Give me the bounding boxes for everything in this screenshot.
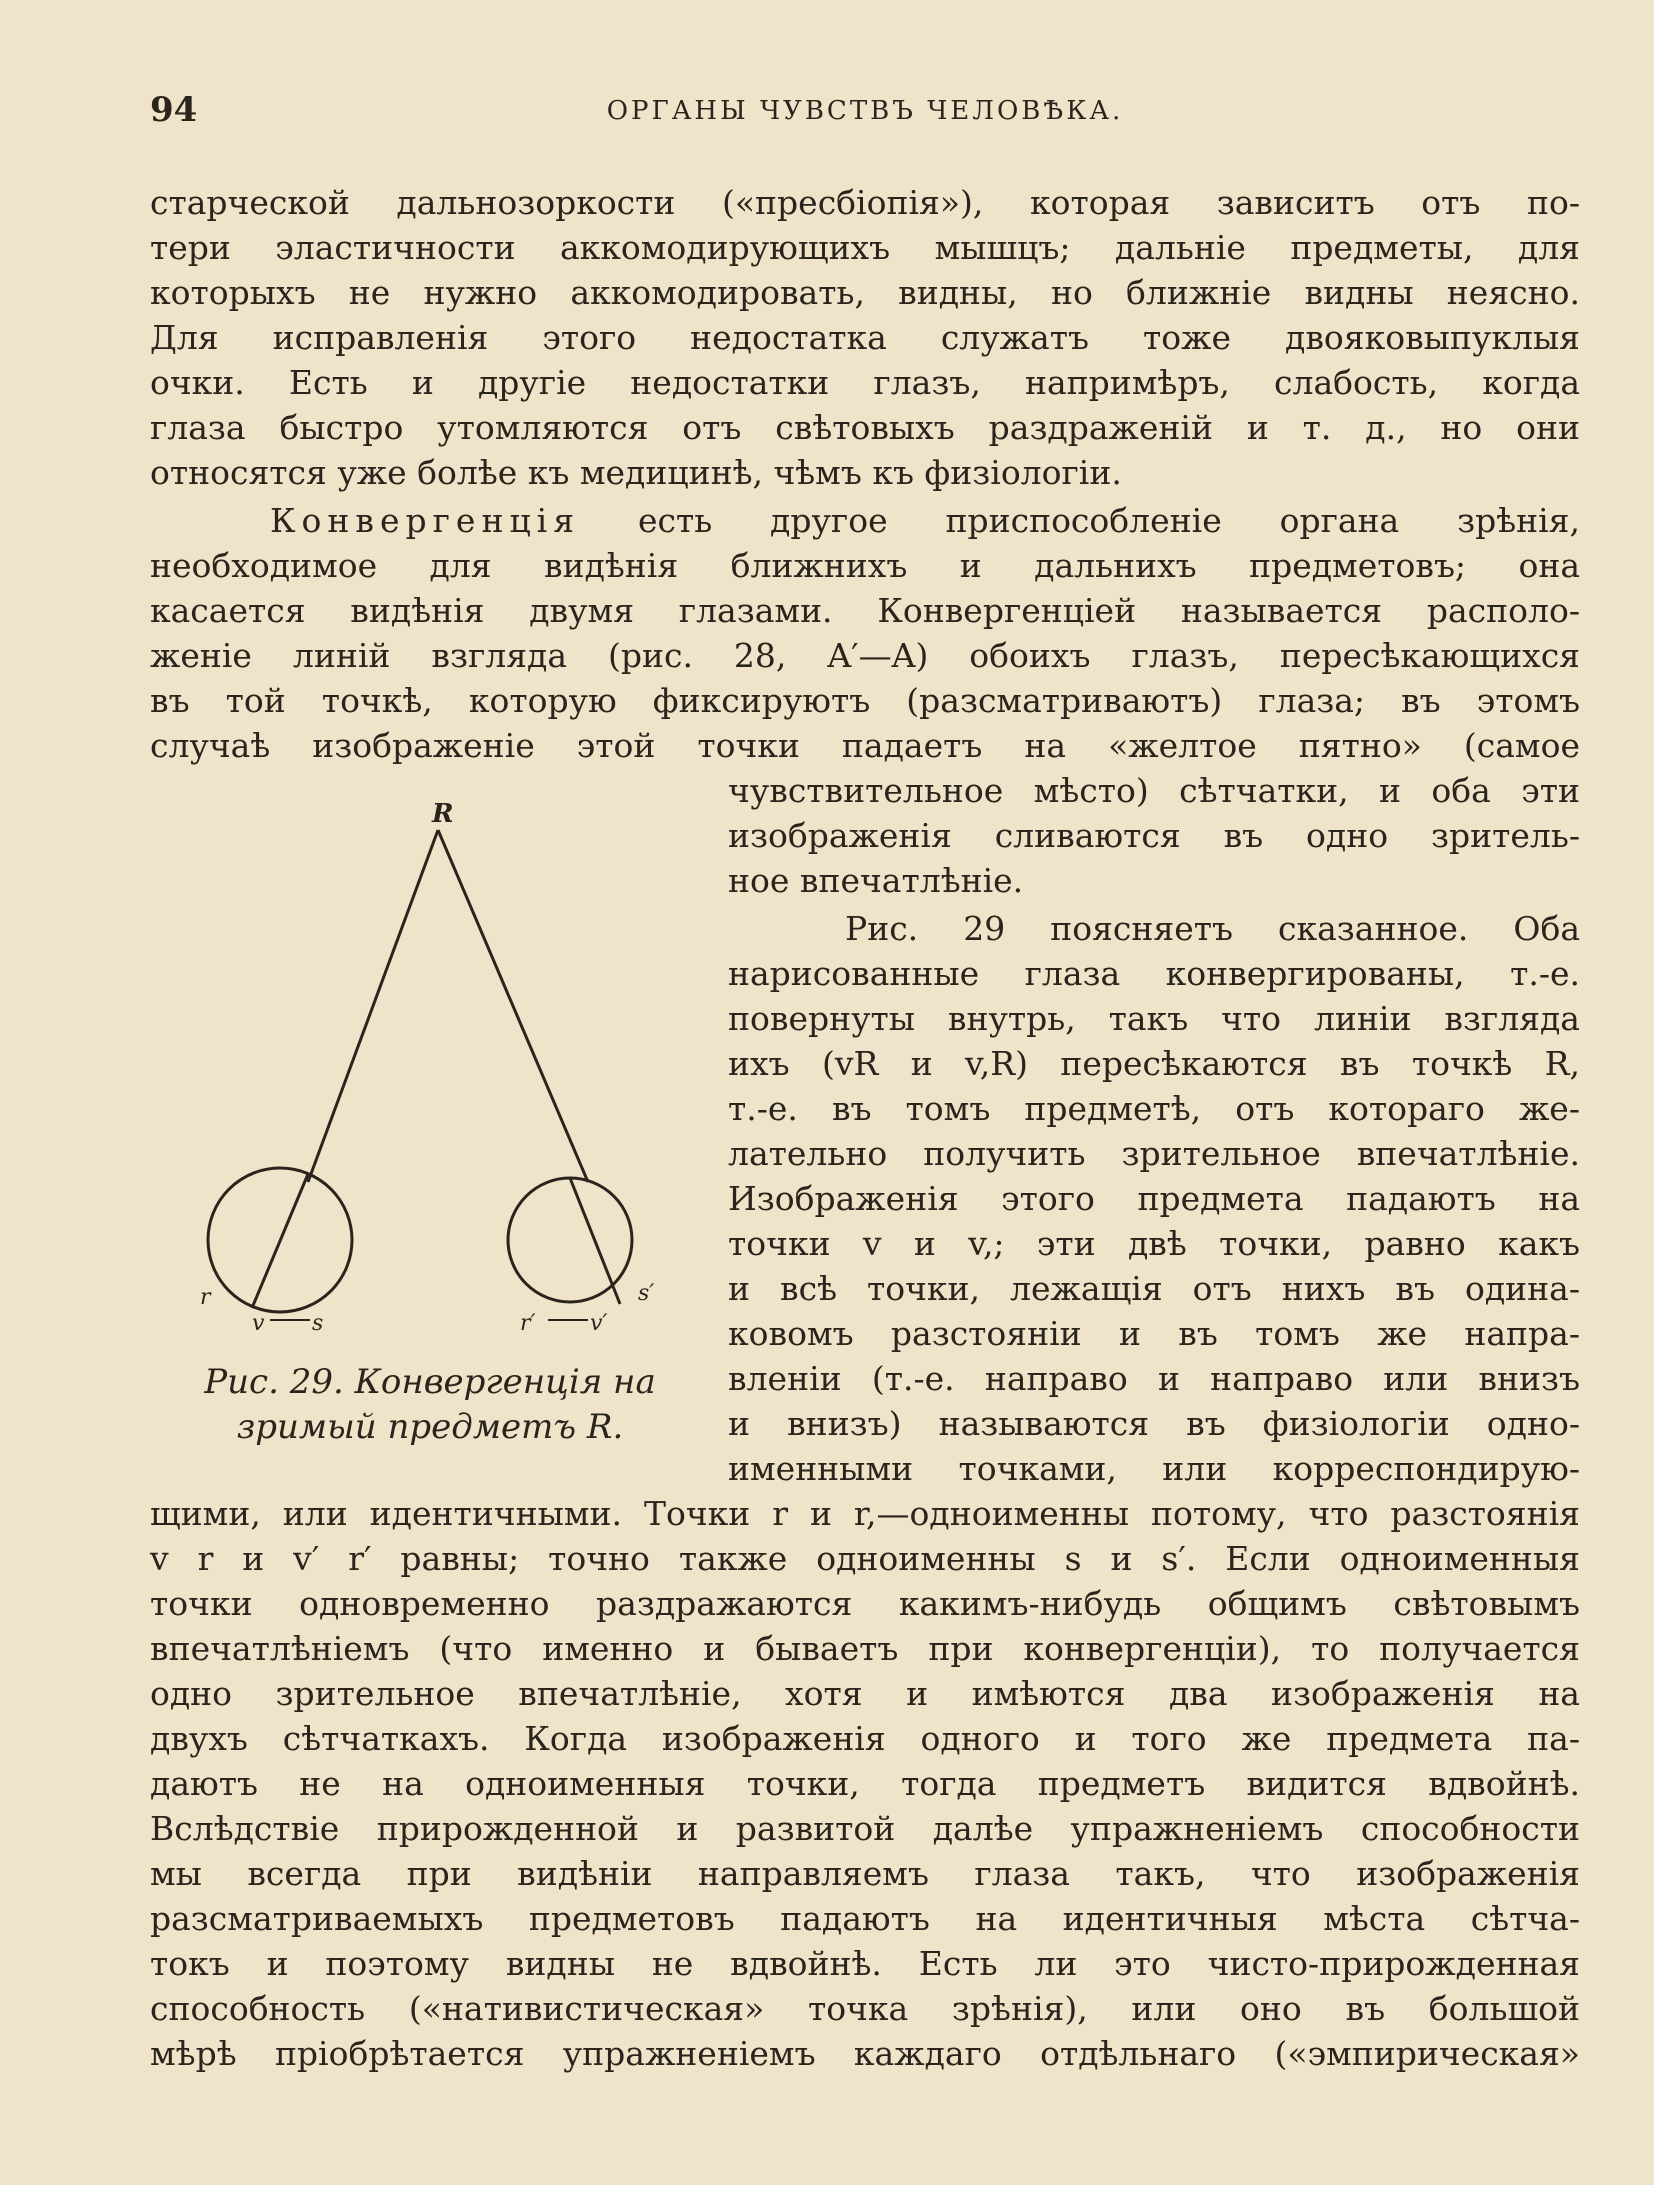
text-line: женіе линій взгляда (рис. 28, A′—A) обоихъ глазъ, пересѣкающихся: [150, 636, 1580, 675]
label-right-s: s′: [638, 1281, 655, 1306]
text-line: относятся уже болѣе къ медицинѣ, чѣмъ къ физіологіи.: [150, 453, 1122, 492]
convergence-diagram: [170, 790, 690, 1350]
text-line: щими, или идентичными. Точки r и r,—одноименны потому, что разстоянія: [150, 1494, 1580, 1533]
text-line: способность («нативистическая» точка зрѣнія), или оно въ большой: [150, 1989, 1580, 2028]
text-line: точки v и v,; эти двѣ точки, равно какъ: [728, 1224, 1580, 1263]
text-line: мѣрѣ пріобрѣтается упражненіемъ каждаго отдѣльнаго («эмпирическая»: [150, 2034, 1580, 2073]
text-line: и внизъ) называются въ физіологіи одно-: [728, 1404, 1580, 1443]
text-line: вленіи (т.-е. направо и направо или внизъ: [728, 1359, 1580, 1398]
spaced-term: Конвергенція: [270, 501, 581, 540]
text-line: и всѣ точки, лежащія отъ нихъ въ одина-: [728, 1269, 1580, 1308]
figure-caption: [160, 1360, 700, 1450]
text-line: нарисованные глаза конвергированы, т.-е.: [728, 954, 1580, 993]
figure-convergence: [170, 790, 690, 1350]
text-line: необходимое для видѣнія ближнихъ и дальнихъ предметовъ; она: [150, 546, 1580, 585]
text-line: т.-е. въ томъ предметѣ, отъ котораго же-: [728, 1089, 1580, 1128]
page-number: 94: [150, 90, 198, 130]
text-line: Вслѣдствіе прирожденной и развитой далѣе упражненіемъ способности: [150, 1809, 1580, 1848]
text-line: лательно получить зрительное впечатлѣніе.: [728, 1134, 1580, 1173]
running-title: ОРГАНЫ ЧУВСТВЪ ЧЕЛОВѢКА.: [606, 96, 1124, 126]
text-line: [270, 498, 1580, 543]
text-line: касается видѣнія двумя глазами. Конвергенціей называется располо-: [150, 591, 1580, 630]
text-line: впечатлѣніемъ (что именно и бываетъ при конвергенціи), то получается: [150, 1629, 1580, 1668]
text-fragment: есть другое приспособленіе органа зрѣнія,: [637, 501, 1580, 540]
text-line: двухъ сѣтчаткахъ. Когда изображенія одного и того же предмета па-: [150, 1719, 1580, 1758]
text-line: повернуты внутрь, такъ что линіи взгляда: [728, 999, 1580, 1038]
text-line: Изображенія этого предмета падаютъ на: [728, 1179, 1580, 1218]
text-line: случаѣ изображеніе этой точки падаетъ на «желтое пятно» (самое: [150, 726, 1580, 765]
text-line: ковомъ разстояніи и въ томъ же напра-: [728, 1314, 1580, 1353]
text-line: старческой дальнозоркости («пресбіопія»), которая зависитъ отъ по-: [150, 183, 1580, 222]
label-right-r: r′: [520, 1311, 536, 1336]
text-line: изображенія сливаются въ одно зритель-: [728, 816, 1580, 855]
text-line: именными точками, или корреспондирую-: [728, 1449, 1580, 1488]
label-left-v: v: [252, 1311, 265, 1336]
text-line: точки одновременно раздражаются какимъ-нибудь общимъ свѣтовымъ: [150, 1584, 1580, 1623]
text-line: чувствительное мѣсто) сѣтчатки, и оба эти: [728, 771, 1580, 810]
label-left-r: r: [200, 1285, 211, 1310]
text-line: токъ и поэтому видны не вдвойнѣ. Есть ли это чисто-прирожденная: [150, 1944, 1580, 1983]
text-line: въ той точкѣ, которую фиксируютъ (разсматриваютъ) глаза; въ этомъ: [150, 681, 1580, 720]
left-eye-axis: [252, 1174, 308, 1308]
text-line: мы всегда при видѣніи направляемъ глаза такъ, что изображенія: [150, 1854, 1580, 1893]
text-line: Для исправленія этого недостатка служатъ тоже двояковыпуклыя: [150, 318, 1580, 357]
text-line: v r и v′ r′ равны; точно также одноименны s и s′. Если одноименныя: [150, 1539, 1580, 1578]
page-header: [150, 90, 1580, 150]
line-of-sight-left: [308, 830, 438, 1182]
text-line: которыхъ не нужно аккомодировать, видны, но ближніе видны неясно.: [150, 273, 1580, 312]
line-of-sight-right: [438, 830, 588, 1182]
text-line: одно зрительное впечатлѣніе, хотя и имѣются два изображенія на: [150, 1674, 1580, 1713]
text-line: тери эластичности аккомодирующихъ мышцъ; дальніе предметы, для: [150, 228, 1580, 267]
caption-line: зримый предметъ R.: [236, 1407, 624, 1447]
label-right-v: v′: [590, 1311, 608, 1336]
text-line: даютъ не на одноименныя точки, тогда предметъ видится вдвойнѣ.: [150, 1764, 1580, 1803]
caption-line: Рис. 29. Конвергенція на: [204, 1362, 656, 1402]
label-left-s: s: [312, 1311, 324, 1336]
text-line: ихъ (vR и v,R) пересѣкаются въ точкѣ R,: [728, 1044, 1580, 1083]
text-line: глаза быстро утомляются отъ свѣтовыхъ раздраженій и т. д., но они: [150, 408, 1580, 447]
text-line: Рис. 29 поясняетъ сказанное. Оба: [845, 909, 1580, 948]
label-R: R: [432, 799, 454, 829]
text-line: ное впечатлѣніе.: [728, 861, 1024, 900]
text-line: очки. Есть и другіе недостатки глазъ, напримѣръ, слабость, когда: [150, 363, 1580, 402]
text-line: разсматриваемыхъ предметовъ падаютъ на идентичныя мѣста сѣтча-: [150, 1899, 1580, 1938]
